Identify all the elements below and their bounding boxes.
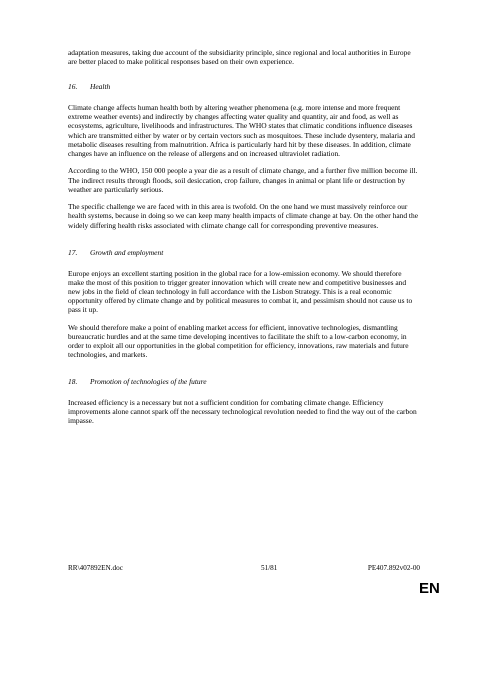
document-body [68, 48, 418, 434]
health-paragraph-2: According to the WHO, 150 000 people a year die as a result of climate change, and a further five million become ill. The indirect results through floods, soil desiccation, crop failure, changes in animal or plant life or destruction by weather are particularly serious. [68, 166, 418, 194]
section-heading-growth [68, 248, 418, 257]
health-paragraph-1: Climate change affects human health both by altering weather phenomena (e.g. more intense and more frequent extreme weather events) and indirectly by changes affecting water quality and quantity, air and food, as well as ecosystems, agriculture, livelihoods and infrastructures. The WHO states that climatic conditions influence diseases which are transmitted either by water or by certain vectors such as mosquitoes. These include dysentery, malaria and metabolic diseases resulting from malnutrition. Africa is particularly hard hit by these diseases. In addition, climate changes have an influence on the release of allergens and on increased ultraviolet radiation. [68, 103, 415, 158]
section-number: 16. [68, 82, 78, 92]
section-title: Promotion of technologies of the future [90, 377, 207, 387]
intro-paragraph: adaptation measures, taking due account of the subsidiarity principle, since regional and local authorities in Europe are better placed to make political responses based on their own experience. [68, 48, 411, 67]
pe-reference: PE407.892v02-00 [367, 564, 420, 572]
language-code: EN [419, 580, 440, 597]
section-number: 17. [68, 247, 78, 257]
technologies-paragraph-1: Increased efficiency is a necessary but not a sufficient condition for combating climate change. Efficiency improvements alone cannot spark off the necessary technological revolution needed to find the way out of the carbon impasse. [68, 398, 417, 426]
section-heading-technologies [68, 377, 418, 386]
section-number: 18. [68, 377, 78, 387]
section-title: Growth and employment [90, 247, 164, 257]
growth-paragraph-1: Europe enjoys an excellent starting position in the global race for a low-emission economy. We should therefore make the most of this position to trigger greater innovation which will create new and competitive businesses and new jobs in the field of clean technology in full accordance with the Lisbon Strategy. This is a real economic opportunity offered by climate change and by political measures to combat it, and pessimism should not cause us to pass it up. [68, 268, 413, 315]
page-number: 51/81 [261, 564, 278, 572]
document-reference: RR\407892EN.doc [68, 564, 123, 572]
health-paragraph-3: The specific challenge we are faced with in this area is twofold. On the one hand we must massively reinforce our health systems, because in doing so we can keep many health impacts of climate change at bay. On the other hand the widely differing health risks associated with climate change call for corresponding preventive measures. [68, 202, 418, 230]
section-heading-health [68, 82, 418, 91]
growth-paragraph-2: We should therefore make a point of enabling market access for efficient, innovative technologies, dismantling bureaucratic hurdles and at the same time developing incentives to facilitate the shift to a low-carbon economy, in order to exploit all our opportunities in the global competition for efficiency, innovations, raw materials and future technologies, and markets. [68, 322, 409, 360]
section-title: Health [90, 82, 111, 92]
